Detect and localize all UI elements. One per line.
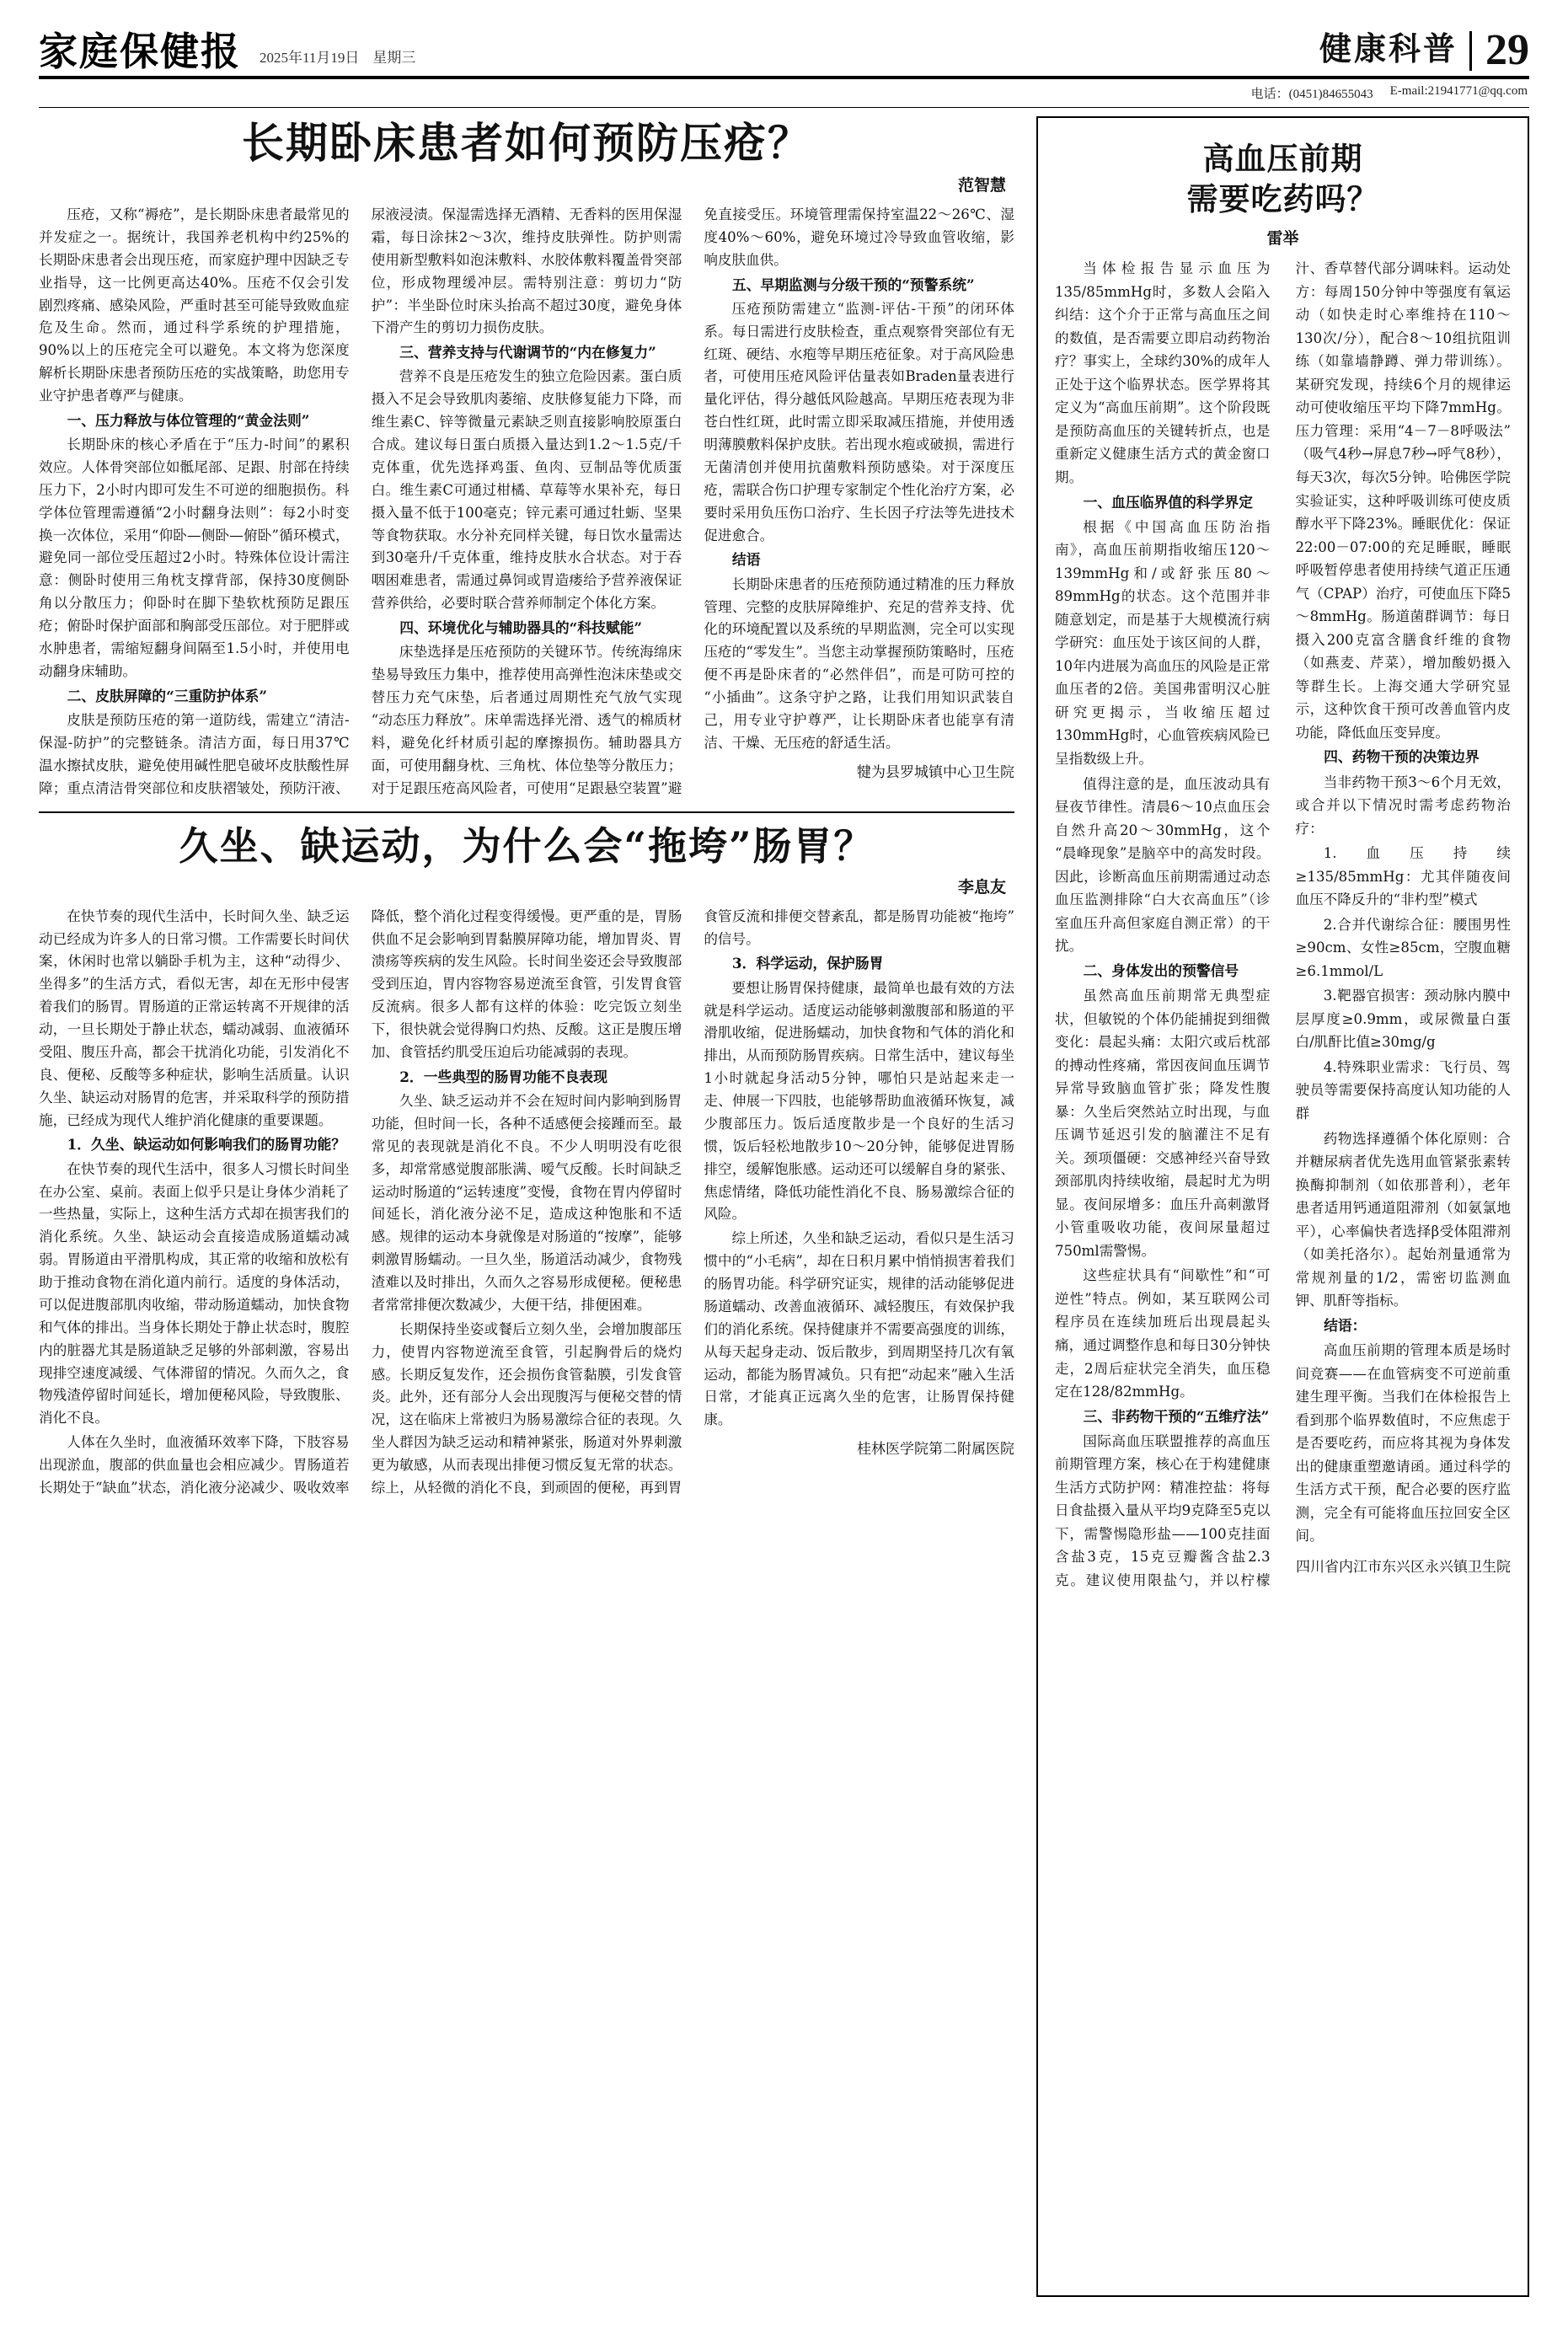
article1-paragraph: 营养不良是压疮发生的独立危险因素。蛋白质摄入不足会导致肌肉萎缩、皮肤修复能力下降，而维生素C、锌等微量元素缺乏则直接影响胶原蛋白合成。建议每日蛋白质摄入量达到1.2～1.5克/千克体重，优先选择鸡蛋、鱼肉、豆制品等优质蛋白。维生素C可通过柑橘、草莓等水果补充，每日摄入量不低于100毫克；锌元素可通过牡蛎、坚果等食物获取。水分补充同样关键，每日饮水量需达到30毫升/千克体重，维持皮肤水合状态。对于吞咽困难患者，需通过鼻饲或胃造瘘给予营养液保证营养供给，必要时联合营养师制定个体化方案。 bbox=[371, 368, 682, 612]
article1-paragraph: 皮肤是预防压疮的第一道防线，需建立“清洁-保湿-防护”的完整链条。清洁方面，每日用37℃温水擦拭皮肤，避免使用碱性肥皂破坏皮肤酸性屏障；重点清洁骨突部位和皮肤褶皱处，预防汗液、尿液浸渍。保湿需选择无酒精、无香料的医用保湿霜，每日涂抹2～3次，维持皮肤弹性。防护则需使用新型敷料如泡沫敷料、水胶体敷料覆盖骨突部位，形成物理缓冲层。需特别注意：剪切力“防护”：半坐卧位时床头抬高不超过30度，避免身体下滑产生的剪切力损伤皮肤。 bbox=[39, 206, 682, 796]
article3-paragraph: 根据《中国高血压防治指南》，高血压前期指收缩压120～139mmHg和/或舒张压80～89mmHg的状态。这个范围并非随意划定，而是基于大规模流行病学研究：血压处于该区间的人群，10年内进展为高血压的风险是正常血压者的2倍。美国弗雷明汉心脏研究更揭示，当收缩压超过130mmHg时，心血管疾病风险已呈指数级上升。 bbox=[1055, 518, 1271, 768]
article-sedentary-gut bbox=[39, 823, 1014, 1499]
article2-paragraph: 在快节奏的现代生活中，很多人习惯长时间坐在办公室、桌前。表面上似乎只是让身体少消耗了一些热量，实际上，这种生活方式却在损害我们的消化系统。久坐、缺运动会直接造成肠道蠕动减弱。胃肠道由平滑肌构成，其正常的收缩和放松有助于推动食物在消化道内前行。适度的身体活动，可以促进腹部肌肉收缩，带动肠道蠕动，加快食物和气体的排出。当身体长期处于静止状态时，腹腔内的脏器尤其是肠道缺乏足够的外部刺激，容易出现排空速度减缓、气体滞留的情况。久而久之，食物残渣停留时间延长，增加便秘风险，导致腹胀、消化不良。 bbox=[39, 1160, 350, 1427]
article3-subheading: 一、血压临界值的科学界定 bbox=[1083, 493, 1253, 511]
article1-subheading: 一、压力释放与体位管理的“黄金法则” bbox=[67, 411, 310, 429]
paper-name: 家庭保健报 bbox=[39, 29, 241, 74]
article3-paragraph: 国际高血压联盟推荐的高血压前期管理方案，核心在于构建健康生活方式防护网：精准控盐：将每日食盐摄入量从平均9克降至5克以下，需警惕隐形盐——100克挂面含盐3克，15克豆瓣酱含盐2.3克。建议使用限盐勺，并以柠檬汁、香草替代部分调味料。运动处方：每周150分钟中等强度有氧运动（如快走时心率维持在110～130次/分），配合8～10组抗阻训练（如靠墙静蹲、弹力带训练）。某研究发现，持续6个月的规律运动可使收缩压平均下降7mmHg。压力管理：采用“4－7－8呼吸法”（吸气4秒→屏息7秒→呼气8秒），每天3次，每次5分钟。哈佛医学院实验证实，这种呼吸训练可使皮质醇水平下降23%。睡眠优化：保证22:00－07:00的充足睡眠，睡眠呼吸暂停患者使用持续气道正压通气（CPAP）治疗，可使血压下降5～8mmHg。肠道菌群调节：每日摄入200克富含膳食纤维的食物（如燕麦、芹菜），增加酸奶摄入等群生长。上海交通大学研究显示，这种饮食干预可改善血管内皮功能，降低血压变异度。 bbox=[1055, 260, 1511, 1588]
article3-subheading: 三、非药物干预的“五维疗法” bbox=[1083, 1407, 1270, 1425]
article1-title: 长期卧床患者如何预防压疮？ bbox=[242, 118, 811, 168]
left-column-zone bbox=[39, 116, 1033, 2297]
article-divider bbox=[39, 811, 1014, 813]
article3-columns bbox=[1055, 257, 1511, 1592]
page-body bbox=[39, 116, 1529, 2297]
article2-paragraph: 长期保持坐姿或餐后立刻久坐，会增加腹部压力，使胃内容物逆流至食管，引起胸骨后的烧灼感。长期反复发作，还会损伤食管黏膜，引发食管炎。此外，还有部分人会出现腹泻与便秘交替的情况，这在临床上常被归为肠易激综合征的表现。久坐人群因为缺乏运动和精神紧张，肠道对外界刺激更为敏感，从而表现出排便习惯反复无常的状态。综上，从轻微的消化不良，到顽固的便秘，再到胃食管反流和排便交替紊乱，都是肠胃功能被“拖垮”的信号。 bbox=[371, 907, 1014, 1496]
article3-subheading: 结语： bbox=[1324, 1316, 1367, 1334]
contact-email: E-mail:21941771@qq.com bbox=[1389, 84, 1528, 98]
section-title: 健康科普 bbox=[1319, 29, 1458, 67]
article1-paragraph: 长期卧床患者的压疮预防通过精准的压力释放管理、完整的皮肤屏障维护、充足的营养支持、优化的环境配置以及系统的早期监测，完全可以实现压疮的“零发生”。当您主动掌握预防策略时，压疮便不再是卧床者的“必然伴侣”，而是可防可控的“小插曲”。这条守护之路，让我们用知识武装自己，用专业守护尊严，让长期卧床者也能享有清洁、干燥、无压疮的舒适生活。 bbox=[704, 576, 1014, 751]
article1-subheading: 五、早期监测与分级干预的“预警系统” bbox=[731, 276, 975, 293]
article-hypertension-box bbox=[1036, 116, 1529, 2297]
article1-columns bbox=[39, 204, 1014, 800]
article1-subheading: 结语 bbox=[731, 551, 761, 569]
article-pressure-ulcer bbox=[39, 118, 1014, 800]
article2-title: 久坐、缺运动，为什么会“拖垮”肠胃？ bbox=[179, 823, 875, 870]
article1-subheading: 三、营养支持与代谢调节的“内在修复力” bbox=[399, 344, 656, 361]
article1-paragraph: 长期卧床的核心矛盾在于“压力-时间”的累积效应。人体骨突部位如骶尾部、足跟、肘部在持续压力下，2小时内即可发生不可逆的细胞损伤。科学体位管理需遵循“2小时翻身法则”：每2小时变换一次体位，采用“仰卧—侧卧—俯卧”循环模式，避免同一部位受压超过2小时。特殊体位设计需注意：侧卧时使用三角枕支撑背部，保持30度侧卧角以分散压力；仰卧时在脚下垫软枕预防足跟压疮；俯卧时保护面部和胸部受压部位。对于肥胖或水肿患者，需缩短翻身间隔至1.5小时，并使用电动翻身床辅助。 bbox=[39, 436, 350, 679]
article2-paragraph: 人体在久坐时，血液循环效率下降，下肢容易出现淤血，腹部的供血量也会相应减少。胃肠道若长期处于“缺血”状态，消化液分泌减少、吸收效率降低，整个消化过程变得缓慢。更严重的是，胃肠供血不足会影响到胃黏膜屏障功能，增加胃炎、胃溃疡等疾病的发生风险。长时间坐姿还会导致腹部受到压迫，胃内容物容易逆流至食管，引发胃食管反流病。很多人都有这样的体验：吃完饭立刻坐下，很快就会觉得胸口灼热、反酸。这正是腹压增加、食管括约肌受压迫后功能减弱的表现。 bbox=[39, 907, 682, 1496]
article3-paragraph: 2.合并代谢综合征：腰围男性≥90cm、女性≥85cm，空腹血糖≥6.1mmol/L bbox=[1295, 916, 1511, 979]
article2-signature: 桂林医学院第二附属医院 bbox=[856, 1441, 1014, 1459]
article1-paragraph: 床垫选择是压疮预防的关键环节。传统海绵床垫易导致压力集中，推荐使用高弹性泡沫床垫或交替压力充气床垫，后者通过周期性充气放气实现“动态压力释放”。床单需选择光滑、透气的棉质材料，避免化纤材质引起的摩擦损伤。辅助器具方面，可使用翻身枕、三角枕、体位垫等分散压力；对于足跟压疮高风险者，可使用“足跟悬空装置”避免直接受压。环境管理需保持室温22～26℃、湿度40%～60%，避免环境过冷导致血管收缩，影响皮肤血供。 bbox=[371, 206, 1014, 796]
article2-paragraph: 在快节奏的现代生活中，长时间久坐、缺乏运动已经成为许多人的日常习惯。工作需要长时间伏案，休闲时也常以躺卧手机为主，这种“动得少、坐得多”的生活方式，看似无害，却在无形中侵害着我们的肠胃。胃肠道的正常运转离不开规律的活动，一旦长期处于静止状态，蠕动减弱、血液循环受阻、腹压升高，都会干扰消化功能，引发消化不良、便秘、反酸等多种症状，影响生活质量。认识久坐、缺运动对肠胃的危害，并采取科学的预防措施，已经成为现代人维护消化健康的重要课题。 bbox=[39, 907, 350, 1128]
article3-subheading: 四、药物干预的决策边界 bbox=[1324, 748, 1480, 766]
masthead bbox=[39, 20, 1529, 79]
article2-subheading: 2．一些典型的肠胃功能不良表现 bbox=[399, 1068, 607, 1085]
page-number: 29 bbox=[1469, 31, 1529, 71]
article2-paragraph: 久坐、缺乏运动并不会在短时间内影响到肠胃功能，但时间一长，各种不适感便会接踵而至。最常见的表现就是消化不良。不少人明明没有吃很多，却常常感觉腹部胀满、嗳气反酸。长时间缺乏运动时肠道的“运转速度”变慢，食物在胃内停留时间延长，消化液分泌不足，造成这种饱胀和不适感。规律的运动本身就像是对肠道的“按摩”，能够刺激胃肠蠕动。一旦久坐，肠道活动减少，食物残渣难以及时排出，久而久之容易形成便秘。便秘患者常常排便次数减少，大便干结，排便困难。 bbox=[371, 1093, 682, 1313]
article2-byline: 李息友 bbox=[957, 877, 1006, 897]
article2-subheading: 3．科学运动，保护肠胃 bbox=[731, 955, 884, 972]
article1-byline: 范智慧 bbox=[957, 176, 1006, 195]
publication-date: 2025年11月19日 bbox=[260, 50, 360, 66]
article3-paragraph: 3.靶器官损害：颈动脉内膜中层厚度≥0.9mm，或尿微量白蛋白/肌酐比值≥30mg/g bbox=[1295, 988, 1511, 1051]
contact-line bbox=[39, 79, 1529, 108]
article3-paragraph: 4.特殊职业需求：飞行员、驾驶员等需要保持高度认知功能的人群 bbox=[1295, 1058, 1511, 1122]
article3-paragraph: 当体检报告显示血压为135/85mmHg时，多数人会陷入纠结：这个介于正常与高血压之间的数值，是否需要立即启动药物治疗？事实上，全球约30%的成年人正处于这个临界状态。医学界将其定义为“高血压前期”。这个阶段既是预防高血压的关键转折点，也是重新定义健康生活方式的黄金窗口期。 bbox=[1055, 260, 1271, 485]
article1-paragraph: 压疮预防需建立“监测-评估-干预”的闭环体系。每日需进行皮肤检查，重点观察骨突部位有无红斑、硬结、水疱等早期压疮征象。对于高风险患者，可使用压疮风险评估量表如Braden量表进行量化评估，得分越低风险越高。早期压疮表现为非苍白性红斑，此时需立即采取减压措施，并使用透明薄膜敷料保护皮肤。若出现水疱或破损，需进行无菌清创并使用抗菌敷料预防感染。对于深度压疮，需联合伤口护理专家制定个性化治疗方案，必要时采用负压伤口治疗、生长因子疗法等先进技术促进愈合。 bbox=[704, 300, 1014, 543]
article2-columns bbox=[39, 906, 1014, 1500]
article2-paragraph: 要想让肠胃保持健康，最简单也最有效的方法就是科学运动。适度运动能够刺激腹部和肠道的平滑肌收缩，促进肠蠕动，加快食物和气体的消化和排出，从而预防肠胃疾病。日常生活中，建议每坐1小时就起身活动5分钟，哪怕只是站起来走一走、伸展一下四肢，也能够帮助血液循环恢复，减少腹部压力。饭后适度散步是一个良好的生活习惯，饭后轻松地散步10～20分钟，能够促进胃肠排空，缓解饱胀感。运动还可以缓解自身的紧张、焦虑情绪，降低功能性消化不良、肠易激综合征的风险。 bbox=[704, 979, 1014, 1223]
article1-signature: 犍为县罗城镇中心卫生院 bbox=[856, 763, 1014, 781]
article3-signature: 四川省内江市东兴区永兴镇卫生院 bbox=[1296, 1558, 1511, 1576]
article3-title bbox=[1055, 138, 1511, 219]
article3-paragraph: 这些症状具有“间歇性”和“可逆性”特点。例如，某互联网公司程序员在连续加班后出现晨起头痛，通过调整作息和每日30分钟快走，2周后症状完全消失，血压稳定在128/82mmHg。 bbox=[1055, 1267, 1271, 1400]
article3-paragraph: 药物选择遵循个体化原则：合并糖尿病者优先选用血管紧张素转换酶抑制剂（如依那普利），老年患者适用钙通道阻滞剂（如氨氯地平），心率偏快者选择β受体阻滞剂（如美托洛尔）。起始剂量通常为常规剂量的1/2，需密切监测血钾、肌酐等指标。 bbox=[1295, 1130, 1511, 1309]
article1-paragraph: 压疮，又称“褥疮”，是长期卧床患者最常见的并发症之一。据统计，我国养老机构中约25%的长期卧床患者会出现压疮，而家庭护理中因缺乏专业指导，这一比例更高达40%。压疮不仅会引发剧烈疼痛、感染风险，严重时甚至可能导致败血症危及生命。然而，通过科学系统的护理措施，90%以上的压疮完全可以避免。本文将为您深度解析长期卧床患者预防压疮的实战策略，助您用专业守护患者尊严与健康。 bbox=[39, 206, 350, 404]
weekday: 星期三 bbox=[372, 50, 416, 66]
article1-subheading: 二、皮肤屏障的“三重防护体系” bbox=[67, 687, 268, 704]
article2-paragraph: 综上所述，久坐和缺乏运动，看似只是生活习惯中的“小毛病”，却在日积月累中悄悄损害着我们的肠胃功能。科学研究证实，规律的活动能够促进肠道蠕动、改善血液循环、减轻腹压，有效保护我们的消化系统。保持健康并不需要高强度的训练，从每天起身走动、饭后散步，到周期坚持几次有氧运动，都能为肠胃减负。只有把“动起来”融入生活日常，才能真正远离久坐的危害，让肠胃保持健康。 bbox=[704, 1230, 1014, 1428]
article2-subheading: 1．久坐、缺运动如何影响我们的肠胃功能？ bbox=[67, 1136, 346, 1154]
article3-paragraph: 高血压前期的管理本质是场时间竞赛——在血管病变不可逆前重建生理平衡。当我们在体检报告上看到那个临界数值时，不应焦虑于是否要吃药，而应将其视为身体发出的健康重塑邀请函。通过科学的生活方式干预，配合必要的医疗监测，完全有可能将血压拉回安全区间。 bbox=[1295, 1341, 1511, 1545]
article3-title-line2: 需要吃药吗？ bbox=[1186, 180, 1379, 218]
article3-title-line1: 高血压前期 bbox=[1202, 140, 1363, 177]
article3-paragraph: 当非药物干预3～6个月无效，或合并以下情况时需考虑药物治疗： bbox=[1295, 774, 1511, 837]
contact-phone: 电话：(0451)84655043 bbox=[1250, 88, 1373, 101]
article1-subheading: 四、环境优化与辅助器具的“科技赋能” bbox=[399, 619, 643, 637]
article3-subheading: 二、身体发出的预警信号 bbox=[1083, 961, 1239, 979]
article3-paragraph: 值得注意的是，血压波动具有昼夜节律性。清晨6～10点血压会自然升高20～30mmHg，这个“晨峰现象”是脑卒中的高发时段。因此，诊断高血压前期需通过动态血压监测排除“白大衣高血压”（诊室血压升高但家庭自测正常）的干扰。 bbox=[1055, 775, 1271, 955]
article3-paragraph: 1.血压持续≥135/85mmHg：尤其伴随夜间血压不降反升的“非杓型”模式 bbox=[1295, 845, 1511, 908]
article3-paragraph: 虽然高血压前期常无典型症状，但敏锐的个体仍能捕捉到细微变化：晨起头痛：太阳穴或后枕部的搏动性疼痛，常因夜间血压调节异常导致脑血管扩张；降发性腹暴：久坐后突然站立时出现，与血压调节延迟引发的脑灌注不足有关。颈项僵硬：交感神经兴奋导致颈部肌肉持续收缩，晨起时尤为明显。夜间尿增多：血压升高刺激肾小管重吸收功能，夜间尿量超过750ml需警惕。 bbox=[1055, 988, 1271, 1259]
article3-byline: 雷举 bbox=[1266, 229, 1299, 249]
